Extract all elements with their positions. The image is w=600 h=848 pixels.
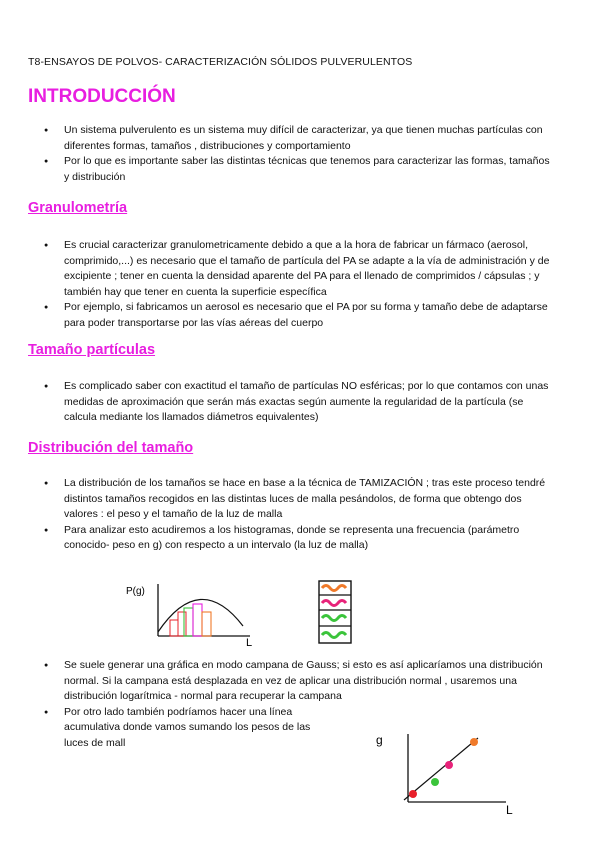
list-item: ● La distribución de los tamaños se hace en base a la técnica de TAMIZACIÓN ; tras este proceso tendré distintos tamaños recogidos en las distintas luces de malla pesándolos, de forma que obtengo dos valores : el peso y el tamaño de la luz de malla xyxy=(0,476,554,523)
cumulative-line-sketch xyxy=(368,728,528,823)
distribucion-bullet-list xyxy=(0,476,554,554)
heading-introduccion: INTRODUCCIÓN xyxy=(28,86,176,107)
granulometria-bullet-list xyxy=(0,238,554,331)
histogram-y-label: P(g) xyxy=(126,586,145,597)
heading-granulometria: Granulometría xyxy=(28,200,128,216)
tamano-bullet-list xyxy=(0,379,554,426)
intro-bullet-list xyxy=(0,123,554,185)
list-item: ● Para analizar esto acudiremos a los histogramas, donde se representa una frecuencia (parámetro conocido- peso en g) con respecto a un intervalo (la luz de malla) xyxy=(0,523,554,554)
list-item: ● Por ejemplo, si fabricamos un aerosol es necesario que el PA por su forma y tamaño debe de adaptarse para poder transportarse por las vías aéreas del cuerpo xyxy=(0,300,554,331)
histogram-x-label: L xyxy=(246,637,253,649)
list-item: ● Por otro lado también podríamos hacer una línea acumulativa donde vamos sumando los pesos de las luces de mall xyxy=(0,705,334,752)
line-plot-x-label: L xyxy=(506,803,513,817)
list-item: ● Se suele generar una gráfica en modo campana de Gauss; si esto es así aplicaríamos una distribución normal. Si la campana está desplazada en vez de aplicar una distribución normal , usaremos una distribución logarítmica - normal para recuperar la campana xyxy=(0,658,554,705)
line-plot-y-label: g xyxy=(376,733,383,747)
list-item: ● Es crucial caracterizar granulometricamente debido a que a la hora de fabricar un fármaco (aerosol, comprimido,...) es necesario que el tamaño de partícula del PA se adapte a la vía de administración y de excipiente ; tener en cuenta la densidad aparente del PA para el llenado de comprimidos / cápsulas ; y también hay que tener en cuenta la superficie específica xyxy=(0,238,554,300)
heading-tamano-particulas: Tamaño partículas xyxy=(28,342,156,358)
list-item: ● Un sistema pulverulento es un sistema muy difícil de caracterizar, ya que tienen muchas partículas con diferentes formas, tamaños , distribuciones y comportamiento xyxy=(0,123,554,154)
heading-distribucion-tamano: Distribución del tamaño xyxy=(28,440,194,456)
histogram-sketch xyxy=(118,570,268,650)
sieve-stack-sketch xyxy=(316,578,356,646)
list-item: ● Por lo que es importante saber las distintas técnicas que tenemos para caracterizar las formas, tamaños y distribución xyxy=(0,154,554,185)
list-item: ● Es complicado saber con exactitud el tamaño de partículas NO esféricas; por lo que contamos con unas medidas de aproximación que serán más exactas según aumente la regularidad de la partícula (se calcula mediante los llamados diámetros equivalentes) xyxy=(0,379,554,426)
document-title: T8-ENSAYOS DE POLVOS- CARACTERIZACIÓN SÓLIDOS PULVERULENTOS xyxy=(28,56,413,68)
